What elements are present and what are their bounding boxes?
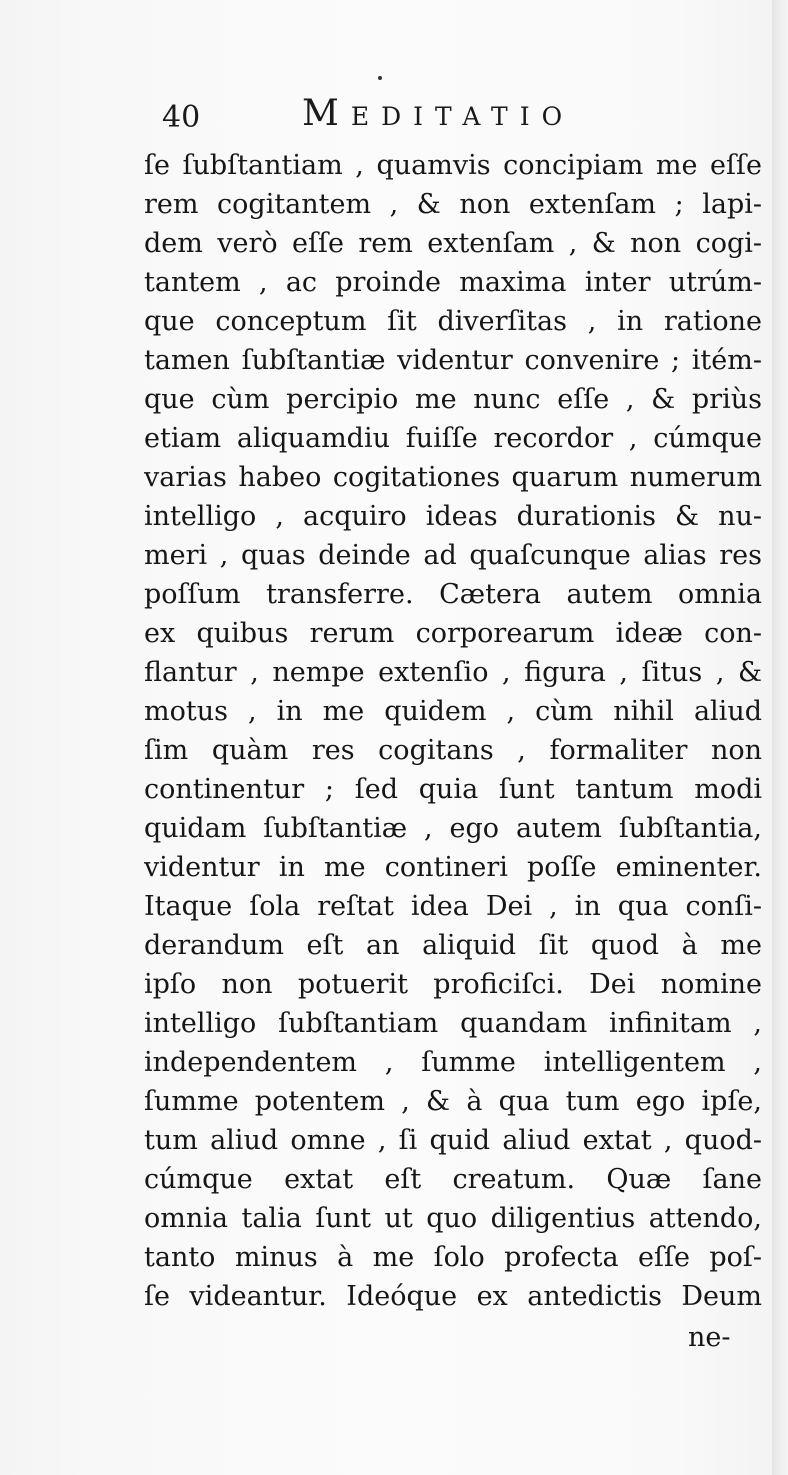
text-line: ſumme potentem , & à qua tum ego ipſe, <box>144 1086 762 1117</box>
running-head: Meditatio <box>302 93 575 134</box>
text-line: independentem , ſumme intelligentem , <box>144 1047 762 1078</box>
page-header <box>162 92 632 140</box>
text-line: videntur in me contineri poſſe eminenter. <box>144 852 762 883</box>
text-line: tantem , ac proinde maxima inter utrúm- <box>144 267 762 298</box>
body-text <box>144 146 762 1316</box>
text-line: tamen ſubſtantiæ videntur convenire ; itém- <box>144 345 762 376</box>
text-line: derandum eſt an aliquid ſit quod à me <box>144 930 762 961</box>
page-number: 40 <box>162 100 201 135</box>
page-edge <box>772 0 788 1475</box>
text-line: ex quibus rerum corporearum ideæ con- <box>144 618 762 649</box>
text-line: Itaque ſola reſtat idea Dei , in qua conſi- <box>144 891 762 922</box>
text-line: intelligo ſubſtantiam quandam infinitam , <box>144 1008 762 1039</box>
text-line: poſſum transferre. Cætera autem omnia <box>144 579 762 610</box>
text-line: continentur ; ſed quia ſunt tantum modi <box>144 774 762 805</box>
text-line: omnia talia ſunt ut quo diligentius attendo, <box>144 1203 762 1234</box>
text-line: ſim quàm res cogitans , formaliter non <box>144 735 762 766</box>
text-line: cúmque extat eſt creatum. Quæ ſane <box>144 1164 762 1195</box>
text-line: varias habeo cogitationes quarum numerum <box>144 462 762 493</box>
text-line: ſe ſubſtantiam , quamvis concipiam me eſſe <box>144 150 762 181</box>
text-line: que conceptum ſit diverſitas , in ratione <box>144 306 762 337</box>
text-line: ſe videantur. Ideóque ex antedictis Deum <box>144 1281 762 1312</box>
ink-speck <box>378 76 382 80</box>
text-line: tanto minus à me ſolo profecta eſſe poſ- <box>144 1242 762 1273</box>
catchword: ne- <box>688 1322 731 1353</box>
text-line: dem verò eſſe rem extenſam , & non cogi- <box>144 228 762 259</box>
text-line: rem cogitantem , & non extenſam ; lapi- <box>144 189 762 220</box>
text-line: tum aliud omne , ſi quid aliud extat , quod- <box>144 1125 762 1156</box>
text-line: flantur , nempe extenſio , figura , ſitus , & <box>144 657 762 688</box>
text-line: etiam aliquamdiu fuiſſe recordor , cúmque <box>144 423 762 454</box>
text-line: meri , quas deinde ad quaſcunque alias res <box>144 540 762 571</box>
text-line: ipſo non potuerit proficiſci. Dei nomine <box>144 969 762 1000</box>
text-line: que cùm percipio me nunc eſſe , & priùs <box>144 384 762 415</box>
text-line: motus , in me quidem , cùm nihil aliud <box>144 696 762 727</box>
text-line: quidam ſubſtantiæ , ego autem ſubſtantia, <box>144 813 762 844</box>
text-line: intelligo , acquiro ideas durationis & nu- <box>144 501 762 532</box>
